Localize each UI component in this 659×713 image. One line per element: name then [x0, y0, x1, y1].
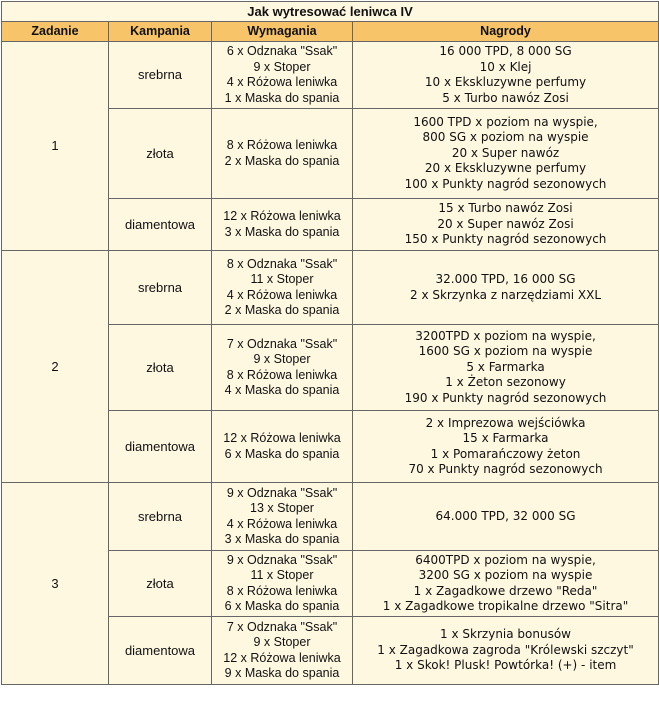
reward-line: 32.000 TPD, 16 000 SG: [435, 272, 576, 286]
campaign-name: srebrna: [109, 483, 212, 551]
requirements-cell: [212, 109, 353, 199]
reward-line: 3200 SG x poziom na wyspie: [418, 568, 593, 582]
campaign-name: diamentowa: [109, 617, 212, 685]
requirement-line: 6 x Odznaka "Ssak": [226, 44, 338, 58]
reward-line: 64.000 TPD, 32 000 SG: [435, 508, 576, 523]
rewards-cell: [353, 199, 659, 251]
requirement-line: 6 x Maska do spania: [224, 446, 340, 461]
reward-line: 1600 TPD x poziom na wyspie,: [413, 114, 598, 129]
requirement-line: 8 x Odznaka "Ssak": [226, 256, 338, 271]
reward-line: 20 x Super nawóz: [451, 145, 560, 160]
reward-line: 15 x Turbo nawóz Zosi: [438, 201, 573, 216]
requirement-line: 9 x Stoper: [253, 352, 311, 366]
reward-line: 6400TPD x poziom na wyspie,: [415, 552, 596, 567]
reward-line: 1 x Skrzynia bonusów: [440, 627, 571, 642]
requirements-cell: [212, 551, 353, 617]
requirement-line: 9 x Maska do spania: [224, 666, 340, 680]
rewards-cell: [353, 325, 659, 411]
reward-line: 2 x Skrzynka z narzędziami XXL: [410, 287, 602, 302]
requirement-line: 11 x Stoper: [250, 272, 314, 286]
campaign-name: złota: [109, 325, 212, 411]
task-number: 3: [2, 483, 109, 685]
requirement-line: 12 x Różowa leniwka: [223, 209, 341, 223]
requirement-line: 3 x Maska do spania: [224, 224, 340, 239]
rewards-cell: [353, 483, 659, 551]
rewards-cell: [353, 551, 659, 617]
requirement-line: 4 x Różowa leniwka: [226, 516, 338, 531]
campaign-name: złota: [109, 551, 212, 617]
reward-line: 2 x Imprezowa wejściówka: [425, 415, 586, 430]
reward-line: 150 x Punkty nagród sezonowych: [404, 232, 607, 247]
requirement-line: 12 x Różowa leniwka: [223, 431, 341, 445]
rewards-cell: [353, 617, 659, 685]
requirements-cell: [212, 199, 353, 251]
reward-line: 5 x Turbo nawóz Zosi: [442, 90, 569, 105]
rewards-cell: [353, 411, 659, 483]
table-body: [2, 42, 659, 685]
table-row: [2, 42, 659, 109]
requirement-line: 6 x Maska do spania: [224, 599, 340, 613]
reward-line: 100 x Punkty nagród sezonowych: [404, 176, 607, 191]
reward-line: 1 x Skok! Plusk! Powtórka! (+) - item: [394, 658, 617, 673]
header-rewards: Nagrody: [353, 22, 659, 42]
requirement-line: 9 x Stoper: [253, 59, 311, 74]
reward-line: 10 x Ekskluzywne perfumy: [424, 75, 587, 89]
requirement-line: 2 x Maska do spania: [224, 303, 340, 317]
reward-line: 16 000 TPD, 8 000 SG: [439, 44, 572, 58]
header-campaign: Kampania: [109, 22, 212, 42]
task-number: 2: [2, 251, 109, 483]
reward-line: 15 x Farmarka: [462, 431, 549, 445]
requirement-line: 8 x Różowa leniwka: [226, 583, 338, 598]
reward-line: 3200TPD x poziom na wyspie,: [415, 328, 596, 343]
reward-line: 1 x Zagadkowe tropikalne drzewo "Sitra": [382, 599, 629, 613]
requirement-line: 1 x Maska do spania: [224, 90, 340, 105]
reward-line: 20 x Super nawóz Zosi: [437, 216, 574, 231]
requirement-line: 3 x Maska do spania: [224, 532, 340, 546]
requirement-line: 7 x Odznaka "Ssak": [226, 619, 338, 634]
requirements-cell: [212, 411, 353, 483]
table-title: Jak wytresować leniwca IV: [2, 2, 659, 22]
campaign-name: złota: [109, 109, 212, 199]
requirements-cell: [212, 617, 353, 685]
reward-line: 1 x Zagadkowa zagroda "Królewski szczyt": [377, 642, 634, 657]
requirement-line: 4 x Różowa leniwka: [226, 287, 338, 302]
campaign-name: srebrna: [109, 251, 212, 325]
reward-line: 1 x Żeton sezonowy: [445, 375, 566, 390]
campaign-name: diamentowa: [109, 411, 212, 483]
header-requirements: Wymagania: [212, 22, 353, 42]
requirements-cell: [212, 483, 353, 551]
requirements-cell: [212, 251, 353, 325]
table-row: [2, 483, 659, 551]
requirement-line: 12 x Różowa leniwka: [223, 650, 341, 665]
reward-line: 1 x Pomarańczowy żeton: [430, 446, 581, 461]
requirement-line: 9 x Odznaka "Ssak": [226, 485, 338, 500]
table-row: [2, 251, 659, 325]
rewards-cell: [353, 42, 659, 109]
requirement-line: 13 x Stoper: [250, 501, 314, 515]
reward-line: 190 x Punkty nagród sezonowych: [404, 390, 607, 405]
requirement-line: 8 x Różowa leniwka: [226, 138, 338, 152]
requirements-cell: [212, 42, 353, 109]
requirement-line: 7 x Odznaka "Ssak": [226, 336, 338, 351]
requirement-line: 9 x Stoper: [253, 635, 311, 649]
reward-line: 20 x Ekskluzywne perfumy: [424, 161, 587, 176]
reward-line: 1 x Zagadkowe drzewo "Reda": [413, 583, 598, 598]
requirement-line: 4 x Różowa leniwka: [226, 75, 338, 89]
campaign-name: srebrna: [109, 42, 212, 109]
reward-line: 70 x Punkty nagród sezonowych: [408, 462, 603, 476]
requirement-line: 4 x Maska do spania: [224, 383, 340, 397]
rewards-cell: [353, 109, 659, 199]
reward-line: 800 SG x poziom na wyspie: [422, 130, 589, 145]
campaign-name: diamentowa: [109, 199, 212, 251]
reward-line: 5 x Farmarka: [466, 359, 545, 374]
requirement-line: 2 x Maska do spania: [224, 153, 340, 168]
rewards-table: [1, 1, 659, 685]
reward-line: 1600 SG x poziom na wyspie: [418, 344, 593, 359]
task-number: 1: [2, 42, 109, 251]
requirement-line: 11 x Stoper: [250, 568, 314, 582]
reward-line: 10 x Klej: [479, 59, 532, 74]
header-task: Zadanie: [2, 22, 109, 42]
requirement-line: 9 x Odznaka "Ssak": [226, 552, 338, 567]
requirements-cell: [212, 325, 353, 411]
rewards-cell: [353, 251, 659, 325]
requirement-line: 8 x Różowa leniwka: [226, 367, 338, 382]
